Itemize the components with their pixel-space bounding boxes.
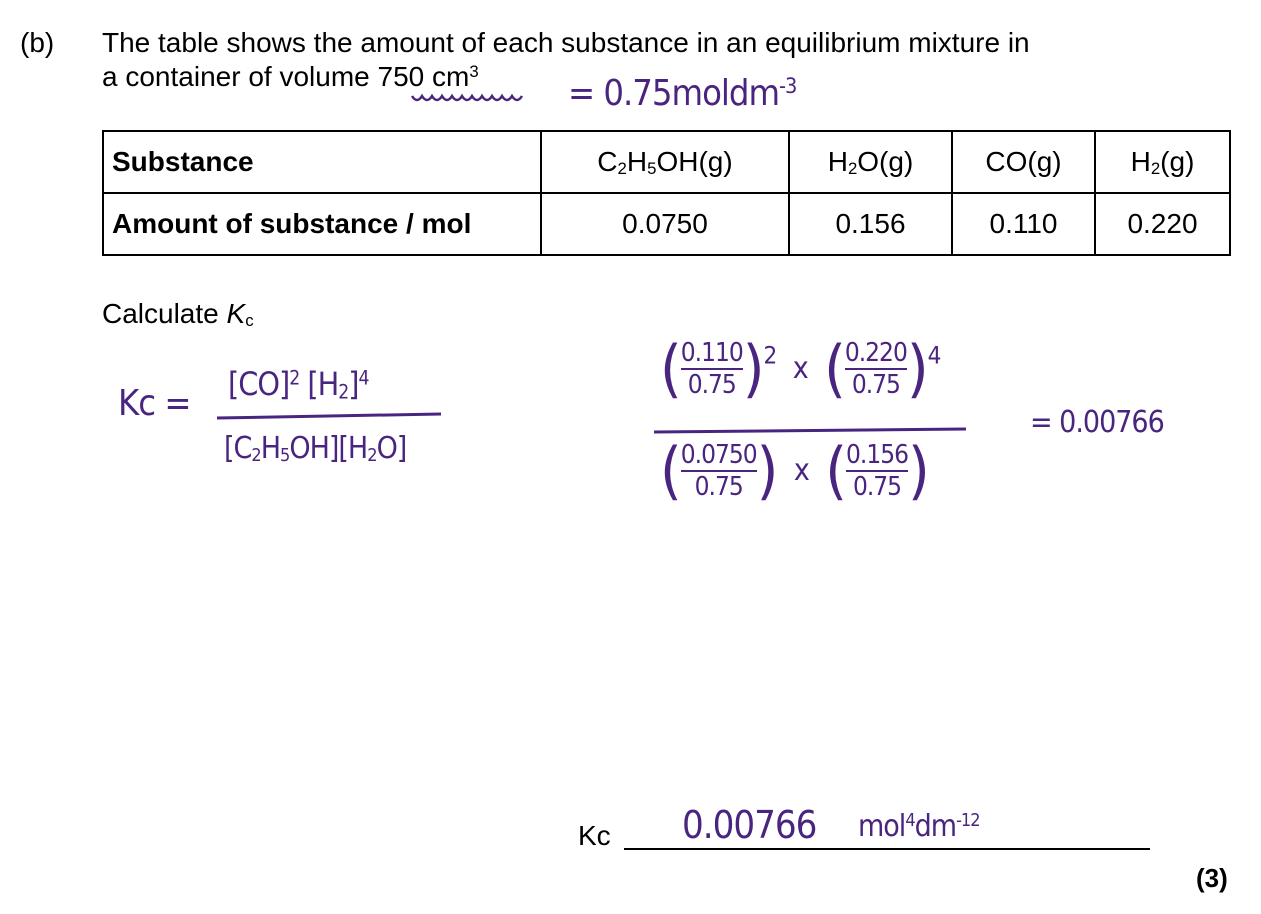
result-value: = 0.00766 xyxy=(1030,405,1164,440)
answer-value: 0.00766 xyxy=(682,803,817,847)
answer-line xyxy=(624,848,1150,850)
kc-lhs: Kc = xyxy=(118,383,191,424)
marks-label: (3) xyxy=(1196,863,1228,893)
question-intro-line1: The table shows the amount of each substance in an equilibrium mixture in xyxy=(102,27,1030,58)
table-header-row xyxy=(103,131,1230,193)
wavy-underline xyxy=(410,90,530,106)
kc-symbol: K xyxy=(226,298,246,329)
volume-value: 750 cm xyxy=(377,61,470,92)
kc-fraction-bar xyxy=(215,410,445,422)
table-header-cell: CO(g) xyxy=(952,131,1095,193)
volume-conversion xyxy=(568,73,797,114)
table-header-cell: $H_2(g)$ xyxy=(1095,131,1230,193)
table-amount-cell: 0.220 xyxy=(1095,193,1230,255)
substitution-numerator: ( $\frac{0.110}{0.75}$ )$^2$ x ( $\frac{0.220}{0.75}$ )$^4$ xyxy=(660,332,941,405)
part-label: (b) xyxy=(20,27,55,58)
substitution-denominator: ( $\frac{0.0750}{0.75}$ ) x ( $\frac{0.156}{0.75}$ ) xyxy=(660,434,929,507)
kc-numerator: [CO]$^2$ $[H_2]^4$ xyxy=(228,365,369,404)
substitution-fraction-bar-line xyxy=(654,429,966,432)
table-header-cell: $C_2H_5OH(g)$ xyxy=(541,131,789,193)
answer-unit: $mol^4dm^{-12}$ xyxy=(858,809,980,844)
table-amount-row xyxy=(103,193,1230,255)
volume-exponent: 3 xyxy=(469,61,479,81)
volume-conversion-text: = 0.75moldm xyxy=(568,73,779,114)
volume-conversion-exponent: -3 xyxy=(779,74,797,100)
table-row-label: Amount of substance / mol xyxy=(103,193,541,255)
table-amount-cell: 0.156 xyxy=(789,193,952,255)
question-intro-line2 xyxy=(102,61,479,93)
calculate-prompt xyxy=(102,298,254,330)
kc-subscript: c xyxy=(245,311,254,331)
table-header-label: Substance xyxy=(103,131,541,193)
intro-prefix: a container of volume xyxy=(102,61,378,92)
calculate-label: Calculate xyxy=(102,298,227,329)
kc-fraction-bar-line xyxy=(217,414,441,418)
table-amount-cell: 0.110 xyxy=(952,193,1095,255)
kc-denominator: $[C_2H_5OH][H_2O]$ xyxy=(224,431,407,467)
wavy-underline-path xyxy=(412,96,522,100)
answer-label: Kc xyxy=(578,820,611,851)
table-amount-cell: 0.0750 xyxy=(541,193,789,255)
table-header-cell: $H_2O(g)$ xyxy=(789,131,952,193)
equilibrium-table xyxy=(102,130,1231,256)
